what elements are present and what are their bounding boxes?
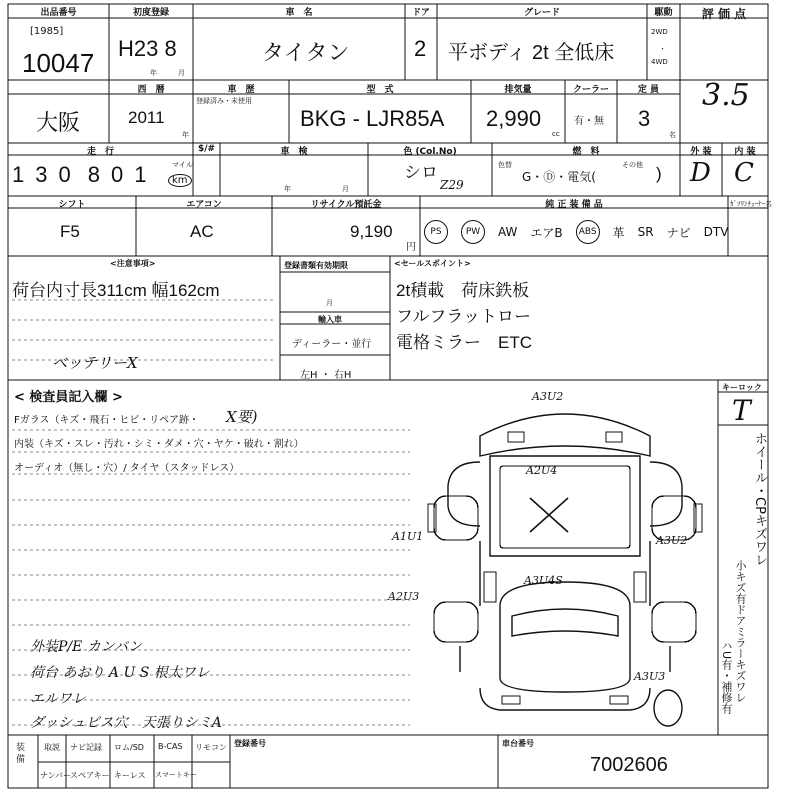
mark-rear: A3U3: [634, 670, 666, 683]
lot-prefix: [1985]: [30, 26, 64, 37]
first-reg-label: 初度登録: [132, 8, 169, 18]
mileage-digit: 1: [134, 162, 147, 187]
cc-unit: cc: [552, 130, 560, 138]
mark-right-front: A3U2: [656, 534, 688, 547]
chassis-label: 車台番号: [502, 739, 534, 748]
color-label: 色 (Col.No): [403, 147, 457, 157]
grade: 平ボディ 2t 全低床: [448, 42, 615, 64]
footer-item-spare-key: スペアキー: [70, 771, 110, 780]
mileage-digit: 0: [58, 162, 71, 187]
mileage-digit: 0: [111, 162, 124, 187]
inspection-title: < 検査員記入欄 >: [14, 390, 123, 405]
drive-dot: ・: [659, 45, 666, 53]
handle-label: 左H ・ 右H: [300, 370, 352, 381]
year: 2011: [128, 108, 165, 127]
equipment-label: 純 正 装 備 品: [545, 200, 603, 210]
hand-note-4: ダッシュビス穴 天張りシミA: [30, 715, 222, 731]
mark-left-rear: A2U3: [388, 590, 420, 603]
score-value: 3.5: [702, 78, 750, 113]
shift-label: シフト: [58, 200, 86, 210]
equip-label: 装 備: [16, 743, 26, 765]
deadline-month: 月: [326, 299, 333, 307]
mileage-digit: 8: [87, 162, 100, 187]
mileage-label: 走 行: [86, 147, 114, 157]
katashiki-label: 型 式: [366, 85, 394, 95]
score-label: 評 価 点: [701, 7, 747, 21]
drive-2wd: 2WD: [651, 28, 668, 36]
sales-line-3: 電格ミラー ETC: [396, 333, 532, 352]
shaken-sub: 登録済み・未使用: [196, 97, 252, 105]
lot-number: 10047: [22, 48, 95, 78]
inspection-line-2: 内装（キズ・スレ・汚れ・シミ・ダメ・穴・ヤケ・破れ・割れ）: [14, 439, 304, 450]
footer-item-navi-record: ナビ記録: [70, 743, 102, 752]
equip-leather: 革: [612, 225, 625, 240]
mile-label: マイル: [172, 161, 193, 169]
hand-note-3: エルワレ: [30, 691, 86, 707]
first-reg: H23 8: [118, 36, 177, 61]
capacity: 3: [638, 106, 651, 131]
sawaku-label: $/#: [197, 144, 216, 154]
footer-item-smart-key: スマートキー: [155, 771, 197, 779]
model-code: BKG - LJR85A: [300, 106, 445, 131]
reg-no-label: 登録番号: [234, 739, 266, 748]
color-side: 色替: [498, 161, 512, 169]
footer-item-bcas: B-CAS: [158, 742, 183, 751]
car-name: タイタン: [262, 40, 350, 65]
caution-text: 荷台内寸長311cm 幅162cm: [12, 281, 220, 300]
side-note-1: ホイール・CPキズワレ: [752, 432, 767, 566]
footer-item-rom: ロム/SD: [114, 743, 144, 752]
fuel-options: G・Ⓓ・電気(: [522, 170, 596, 184]
displacement: 2,990: [486, 106, 542, 131]
equip-airbag: エアB: [530, 225, 563, 240]
sales-line-1: 2t積載 荷床鉄板: [396, 281, 530, 300]
grade-label: グレード: [523, 8, 560, 18]
ari-nashi: 有・無: [574, 116, 604, 127]
equip-ps: PS: [424, 220, 448, 244]
drive-label: 駆動: [654, 8, 673, 18]
sales-line-2: フルフラットロー: [396, 307, 531, 326]
shaken-history-label: 車 歴: [227, 85, 255, 95]
fuel-other-label: その他: [622, 161, 643, 169]
caution-label: <注意事項>: [110, 259, 156, 268]
mileage-digit: 1: [12, 162, 25, 187]
chassis-number: 7002606: [590, 754, 668, 776]
mark-bed: A3U4S: [524, 574, 563, 587]
year-unit: 年: [182, 131, 189, 139]
side-note-2: 小キズ有ドアミラーキズワレ: [734, 560, 747, 703]
shift-value: F5: [60, 222, 80, 241]
hand-note-2: 荷台 あおり A U S 根太ワレ: [30, 665, 210, 681]
color-value: シロ: [404, 163, 438, 182]
mileage-digit: 3: [35, 162, 48, 187]
recycle-label: リサイクル預託金: [310, 200, 382, 210]
equip-abs: ABS: [576, 220, 600, 244]
mark-front: A3U2: [532, 390, 564, 403]
vehicle-diagram: [420, 396, 710, 732]
km-label: km: [168, 174, 192, 187]
sales-label: <セールスポイント>: [394, 259, 471, 268]
fuel-close: ): [656, 164, 662, 183]
hand-note-1: 外装P/E カンバン: [30, 639, 142, 655]
exterior-grade: D: [690, 158, 711, 188]
footer-item-keyless: キーレス: [114, 771, 146, 780]
equip-aw: AW: [498, 225, 518, 239]
lot-no-label: 出品番号: [40, 8, 77, 18]
deadline-label: 登録書類有効期限: [284, 261, 348, 270]
doors: 2: [414, 36, 427, 61]
equip-pw: PW: [461, 220, 485, 244]
inspection-line-1-hand: X要): [226, 408, 258, 426]
displacement-label: 排気量: [504, 85, 532, 95]
exterior-label: 外 装: [690, 147, 712, 157]
mark-hood: A2U4: [526, 464, 558, 477]
recycle-fee: 9,190: [350, 222, 393, 241]
color-code: Z29: [440, 178, 464, 192]
key-lock-value: T: [732, 394, 751, 427]
import-label: 輸入車: [318, 315, 342, 324]
cooler-label: クーラー: [572, 85, 609, 95]
aircon-value: AC: [190, 222, 214, 241]
mark-left-front: A1U1: [392, 530, 424, 543]
inspection-line-1: Fガラス（キズ・飛石・ヒビ・リペア跡・: [14, 415, 200, 426]
region: 大阪: [36, 110, 81, 135]
capacity-unit: 名: [669, 131, 676, 139]
aircon-label: エアコン: [186, 200, 222, 210]
door-label: ドア: [412, 8, 430, 18]
interior-label: 内 装: [734, 147, 756, 157]
equip-sr: SR: [637, 225, 654, 239]
shaken-month: 月: [342, 185, 349, 193]
tuner-label: ｶﾞｿﾘﾝﾁｭｰﾅｰ名: [730, 200, 772, 208]
fuel-label: 燃 料: [572, 147, 600, 157]
side-note-3: ハU有・補修有: [720, 640, 733, 715]
equip-dtv: DTV: [703, 225, 729, 239]
month-mark: 月: [178, 69, 185, 77]
year-mark: 年: [150, 69, 157, 77]
shaken-year: 年: [284, 185, 291, 193]
car-name-label: 車 名: [285, 8, 313, 18]
equipment-list: [424, 220, 728, 244]
key-lock-label: キーロック: [722, 383, 762, 392]
footer-item-remote: リモコン: [195, 743, 227, 752]
shaken-label: 車 検: [280, 147, 308, 157]
seireki-label: 西 暦: [137, 85, 165, 95]
drive-4wd: 4WD: [651, 58, 668, 66]
dealer-label: ディーラー・並行: [292, 339, 372, 350]
mileage-digits: [12, 162, 147, 188]
equip-navi: ナビ: [666, 225, 691, 240]
caution-hand: ベッテリーX: [52, 354, 138, 372]
yen-unit: 円: [406, 242, 416, 253]
capacity-label: 定 員: [637, 85, 660, 95]
footer-item-number: ナンバー: [40, 771, 72, 780]
interior-grade: C: [734, 158, 754, 188]
footer-item-manual: 取説: [44, 743, 60, 752]
inspection-line-3: オーディオ（無し・穴）/ タイヤ（スタッドレス）: [14, 463, 240, 474]
